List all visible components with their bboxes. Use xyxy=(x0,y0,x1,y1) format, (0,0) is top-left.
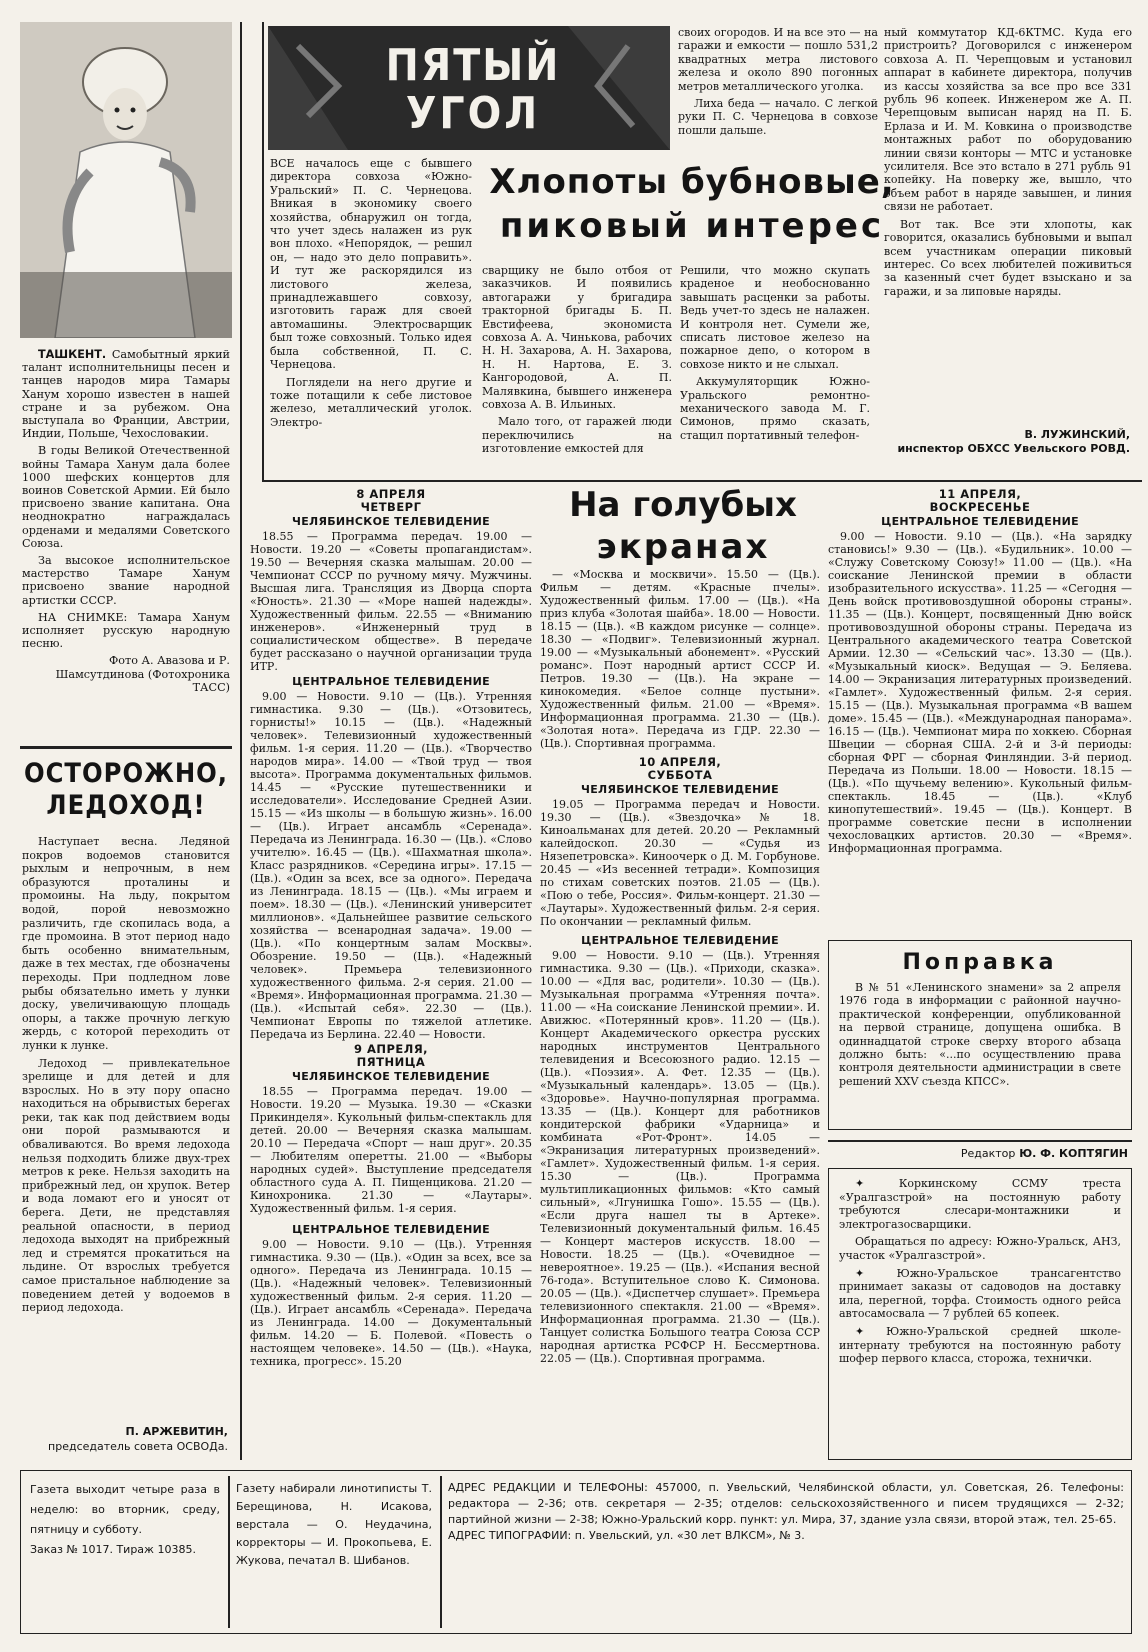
ad-1-address: Обращаться по адресу: Южно-Уральск, АНЗ, участок «Уралгазстрой». xyxy=(839,1235,1121,1262)
feature-column-1 xyxy=(270,157,472,433)
feature-author: В. ЛУЖИНСКИЙ, xyxy=(1024,428,1130,441)
caption-city: ТАШКЕНТ. xyxy=(38,348,107,361)
tv-program-10-chel: 19.05 — Программа передач и Новости. 19.30 — (Цв.). «Звездочка» № 18. Киноальманах для детей. 20.20 — Рекламный калейдоскоп. 20.30 — «Судья из Нязепетровска». Киноочерк о Д. М. Горбунове. 20.45 — «Из весенней тетради». Композиция по стихам советских поэтов. 21.05 — (Цв.). «Пою о тебе, Россия». Фильм-концерт. 21.30 — «Лаутары». Художественный фильм. 2-я серия. По окончании — рекламный фильм. xyxy=(540,798,820,928)
ice-author-role: председатель совета ОСВОДа. xyxy=(48,1440,228,1453)
tv-column-1 xyxy=(250,488,532,1460)
tv-day-8: ЧЕТВЕРГ xyxy=(360,499,422,514)
editor-rule xyxy=(828,1140,1132,1142)
feature-col3-top-2: Лиха беда — начало. С легкой руки П. С. Чернецова в совхозе пошли дальше. xyxy=(678,97,878,137)
ice-paragraph-1: Наступает весна. Ледяной покров водоемов становится рыхлым и непрочным, в нем образуются проталины и промоины. На льду, покрытом водой, порой невозможно различить, где скопилась вода, а где промоина. В этот период надо быть особенно внимательным, даже в тех местах, где обозначены переходы. При подледном лове рыбы обязательно иметь у лунки доску, увеличивающую площадь опоры, а также прочную легкую жердь, с которой переходить от лунки к лунке. xyxy=(22,835,230,1052)
tv-channel-central-10: ЦЕНТРАЛЬНОЕ ТЕЛЕВИДЕНИЕ xyxy=(581,934,779,947)
fifth-corner-rubric xyxy=(268,26,670,150)
singer-figure-image xyxy=(20,22,232,338)
feature-col1-text: ВСЕ началось еще с бывшего директора совхоза «Южно-Уральский» П. С. Чернецова. Вникая в экономику своего хозяйства, обнаружил он тогда, что учет здесь налажен из рук вон плохо. «Непорядок, — решил он, — надо это дело поправить». И тут же раскорядился из листового железа, принадлежавшего совхозу, изготовить гараж для своей автомашины. Электросварщик был тоже совхозный. Только идея была собственной, П. С. Чернецова. xyxy=(270,157,472,372)
tv-program-11-central: 9.00 — Новости. 9.10 — (Цв.). «На зарядку становись!» 9.30 — (Цв.). «Будильник». 10.00 — «Служу Советскому Союзу!» 11.00 — (Цв.). «На соискание Ленинской премии в области изобразительного искусства». 11.25 — «Сегодня — День войск противовоздушной обороны страны». 11.35 — (Цв.). Концерт, посвященный Дню войск противовоздушной обороны страны. Передача из Центрального академического театра Советской Армии. 12.30 — «Сельский час». 13.30 — (Цв.). «Музыкальный киоск». Ведущая — Э. Беляева. 14.00 — Экранизация литературных произведений. «Гамлет». Художественный фильм. 2-я серия. 15.15 — (Цв.). Музыкальная программа «В вашем доме». 15.45 — (Цв.). «Международная панорама». 16.15 — (Цв.). Чемпионат мира по хоккею. Сборная Швеции — сборная США. 2-й и 3-й периоды: сборная ФРГ — сборная Финляндии. 3-й период. Передача из Польши. 18.00 — Новости. 18.15 — (Цв.). «По щучьему велению». Кукольный фильм-спектакль. 18.45 — (Цв.). «Клуб кинопутешествий». 19.45 — (Цв.). Концерт. В программе советские песни в исполнении чехословацких артистов. 20.30 — «Время». Информационная программа. xyxy=(828,530,1132,855)
tv-title-line-1: На голубых xyxy=(569,485,797,525)
editor-line xyxy=(828,1147,1128,1160)
caption-paragraph-2: В годы Великой Отечественной войны Тамара Ханум дала более 1000 шефских концертов для воинов Советской Армии. Ей было присвоено звание капитана. Она неоднократно награждалась орденами и медалями Советского Союза. xyxy=(22,444,230,550)
tv-date-8: 8 АПРЕЛЯ xyxy=(356,488,426,501)
tv-program-8-central: 9.00 — Новости. 9.10 — (Цв.). Утренняя гимнастика. 9.30 — (Цв.). «Отзовитесь, горнисты!» 10.15 — (Цв.). «Надежный человек». Телевизионный художественный фильм. 1-я серия. 11.20 — (Цв.). «Творчество народов мира». 14.00 — «Твой труд — твоя высота». Программа документальных фильмов. 14.45 — «Русские путешественники и исследователи». Исследование Средней Азии. 15.15 — «Из школы — в большую жизнь». 16.00 — (Цв.). Играет ансамбль «Серенада». Передача из Ленинграда. 16.30 — (Цв.). «Слово учителю». 16.45 — (Цв.). «Шахматная школа». Класс разрядников. «Середина игры». 17.15 — (Цв.). «Один за всех, все за одного». Передача из Ленинграда. 18.15 — (Цв.). «Мы играем и поем». 18.30 — (Цв.). «Ленинский университет миллионов». «Дальнейшее развитие сельского хозяйства — всенародная задача». 19.00 — (Цв.). «По концертным залам Москвы». Обозрение. 19.50 — (Цв.). «Надежный человек». Премьера телевизионного художественного фильма. 2-я серия. 21.00 — «Время». Информационная программа. 21.30 — (Цв.). «Испытай себя». 22.30 — (Цв.). Чемпионат Европы по тяжелой атлетике. Передача из Берлина. 22.40 — Новости. xyxy=(250,690,532,1041)
feature-title-line-1: Хлопоты бубновые, xyxy=(489,162,895,202)
feature-col3-continued: Аккумуляторщик Южно-Уральского ремонтно-механического завода М. Г. Симонов, прямо сказать, стащил портативный телефон- xyxy=(680,375,870,442)
imprint-print-address: АДРЕС ТИПОГРАФИИ: п. Увельский, ул. «30 лет ВЛКСМ», № 3. xyxy=(448,1529,805,1542)
feature-col2-continued: Мало того, от гаражей люди переключились на изготовление емкостей для xyxy=(482,415,672,456)
caption-paragraph-1: Самобытный яркий талант исполнительницы песен и танцев народов мира Тамары Ханум хорошо известен в нашей стране и за рубежом. Она выступала во Франции, Австрии, Индии, Польше, Чехословакии. xyxy=(22,348,230,441)
feature-col3-top-1: своих огородов. И на все это — на гаражи и емкости — пошло 531,2 квадратных метра листового железа и около 890 погонных метров металлического уголка. xyxy=(678,26,878,93)
ice-title-line-2: ЛЕДОХОД! xyxy=(46,790,206,821)
feature-col1-continued: Поглядели на него другие и тоже потащили к себе листовое железо, металлический уголок. Электро- xyxy=(270,375,472,429)
left-divider-top xyxy=(20,746,232,749)
imprint-schedule-text: Газета выходит четыре раза в неделю: во вторник, среду, пятницу и субботу. xyxy=(30,1483,220,1536)
imprint-editorial-address: АДРЕС РЕДАКЦИИ И ТЕЛЕФОНЫ: 457000, п. Увельский, Челябинской области, ул. Советская, 26. Телефоны: редактора — 2-36; отв. секретаря — 2-35; отделов: сельскохозяйственного и писем трудящихся — 2-32; партийной жизни — 2-38; Южно-Уральский корр. пункт: ул. Мира, 37, здание узла связи, второй этаж, тел. 25-65. xyxy=(448,1481,1124,1526)
tamara-khanum-photo xyxy=(20,22,232,338)
feature-title-line-2: пиковый интерес xyxy=(499,206,885,246)
editor-label: Редактор xyxy=(960,1147,1016,1160)
ad-3-text: Южно-Уральской средней школе-интернату требуются на постоянную работу шофер первого класса, сторожа, технички. xyxy=(839,1324,1121,1366)
tv-program-9-central-continued: — «Москва и москвичи». 15.50 — (Цв.). Фильм — детям. «Красные пчелы». Художественный фильм. 17.00 — (Цв.). «На приз клуба «Золотая шайба». 18.00 — Новости. 18.15 — (Цв.). «В каждом рисунке — солнце». 18.30 — «Подвиг». Телевизионный журнал. 19.00 — «Музыкальный абонемент». «Русский романс». Поэт народный артист СССР И. Петров. 19.30 — (Цв.). На экране — кинокомедия. «Белое солнце пустыни». Художественный фильм. 21.00 — «Время». Информационная программа. 21.30 — (Цв.). «Золотая нота». Передача из ГДР. 22.30 — (Цв.). Спортивная программа. xyxy=(540,568,820,750)
correction-text: В № 51 «Ленинского знамени» за 2 апреля 1976 года в информации с районной научно-практической конференции, опубликованной на первой странице, допущена ошибка. В одиннадцатой строке сверху второго абзаца должно быть: «...по осуществлению права контроля деятельности администрации в свете решений XXV съезда КПСС». xyxy=(839,981,1121,1088)
feature-author-role: инспектор ОБХСС Увельского РОВД. xyxy=(897,442,1130,455)
ad-star-icon: ✦ xyxy=(855,1324,865,1338)
feature-col4-text: ный коммутатор КД-6КТМС. Куда его пристроить? Договорился с инженером совхоза А. П. Черепцовым и установил аппарат в кабинете директора, получив из кассы хозяйства за все про все 331 рубль 96 копеек. Инженером же А. П. Черепцовым выписан наряд на П. Б. Ерлаза и И. М. Ковкина о производстве монтажных работ по оборудованию линии связи конторы — МТС и установке усилителя. Все это встало в 271 рубль 91 копейку. На поверку же, вышло, что объем работ в наряде завышен, и линия связи не работает. xyxy=(884,26,1132,214)
feature-headline xyxy=(482,160,902,248)
correction-title: Поправка xyxy=(902,950,1058,975)
feature-column-3 xyxy=(680,264,870,446)
feature-column-2 xyxy=(482,264,672,460)
rubric-word-1: ПЯТЫЙ xyxy=(385,40,561,91)
feature-column-3-top xyxy=(678,26,878,141)
tv-program-9-central: 9.00 — Новости. 9.10 — (Цв.). Утренняя гимнастика. 9.30 — (Цв.). «Один за всех, все за одного». Передача из Ленинграда. 10.15 — (Цв.). «Надежный человек». Телевизионный художественный фильм. 2-я серия. 11.20 — (Цв.). Играет ансамбль «Серенада». Передача из Ленинграда. 14.00 — Документальный фильм. 14.20 — Б. Полевой. «Повесть о настоящем человеке». 14.50 — (Цв.). «Наука, техника, прогресс». 15.20 xyxy=(250,1238,532,1368)
left-column-rule xyxy=(240,22,242,1460)
feature-col4-continued: Вот так. Все эти хлопоты, как говорится, оказались бубновыми и выпал всем участникам операции пиковый интерес. Со всех любителей поживиться за казенный счет будет взыскано и за гаражи, и за липовые наряды. xyxy=(884,217,1132,298)
correction-box xyxy=(828,940,1132,1130)
tv-channel-central-8: ЦЕНТРАЛЬНОЕ ТЕЛЕВИДЕНИЕ xyxy=(292,675,490,688)
feature-lead xyxy=(270,157,472,372)
ice-paragraph-2: Ледоход — привлекательное зрелище и для детей и для взрослых. Но в эту пору опасно находиться на обрывистых берегах реки, так как под действием воды они порой размываются и обваливаются. Во время ледохода нельзя подходить ближе двух-трех метров к реке. Нельзя заходить на прибрежный лед, он хрупок. Ветер и вода ломают его и уносят от берега. Дети, не представляя реальной опасности, в период ледохода выходят на прибрежный лед и стремятся прокатиться на льдине. От взрослых требуется самое пристальное наблюдение за поведением детей у водоемов в период ледохода. xyxy=(22,1056,230,1315)
caption-paragraph-3: За высокое исполнительское мастерство Тамаре Ханум присвоено звание народной артистки СССР. xyxy=(22,554,230,607)
tv-program-9-chel: 18.55 — Программа передач. 19.00 — Новости. 19.20 — Музыка. 19.30 — «Сказки Прикинделя». Кукольный фильм-спектакль для детей. 20.00 — Вечерняя сказка малышам. 20.10 — Передача «Спорт — наш друг». 20.35 — Любителям оперетты. 21.00 — «Выборы народных судей». Выступление председателя областного суда А. П. Пищенцикова. 21.20 — Кинохроника. 21.30 — «Лаутары». Художественный фильм. 1-я серия. xyxy=(250,1085,532,1215)
photo-caption xyxy=(22,348,230,698)
ice-title-line-1: ОСТОРОЖНО, xyxy=(23,758,229,789)
tv-program-10-central: 9.00 — Новости. 9.10 — (Цв.). Утренняя гимнастика. 9.30 — (Цв.). «Приходи, сказка». 10.00 — «Для вас, родители». 10.30 — (Цв.). Музыкальная программа «Утренняя почта». 11.00 — «На соискание Ленинской премии». И. Авижюс. «Потерянный кров». 11.20 — (Цв.). Концерт Академического оркестра русских народных инструментов Центрального телевидения и Всесоюзного радио. 12.15 — (Цв.). «Поэзия». А. Фет. 12.35 — (Цв.). «Музыкальный календарь». 13.05 — (Цв.). «Здоровье». Научно-популярная программа. 13.35 — (Цв.). Концерт для работников кондитерской фабрики «Ударница» и комбината «Рот-Фронт». 14.05 — «Экранизация литературных произведений». «Гамлет». Художественный фильм. 1-я серия. 15.30 — (Цв.). Программа мультипликационных фильмов: «Кто самый сильный», «Лгунишка Гошо». 15.55 — (Цв.). «Если друга нашел ты в Артеке». Телевизионный документальный фильм. 16.45 — Концерт мастеров искусств. 18.00 — Новости. 18.25 — (Цв.). «Очевидное — невероятное». 19.25 — (Цв.). «Испания весной 76-года». Вступительное слово К. Симонова. 20.05 — (Цв.). «Диспетчер слушает». Премьера телевизионного спектакля. 21.00 — «Время». Информационная программа. 21.30 — (Цв.). Танцует солистка Большого театра Союза ССР народная артистка РСФСР Н. Бессмертнова. 22.05 — (Цв.). Спортивная программа. xyxy=(540,949,820,1365)
caption-paragraph-4: НА СНИМКЕ: Тамара Ханум исполняет русскую народную песню. xyxy=(22,610,230,651)
ad-star-icon: ✦ xyxy=(855,1177,865,1190)
ice-author: П. АРЖЕВИТИН, xyxy=(125,1425,228,1438)
ad-1 xyxy=(839,1177,1121,1263)
imprint-divider-2 xyxy=(440,1476,442,1628)
feature-col3-text: Решили, что можно скупать краденое и необоснованно завышать расценки за работы. Ведь учет-то здесь не налажен. И контроля нет. Сумели же, списать листовое железо на пожарное депо, о котором в совхозе никто и не слыхал. xyxy=(680,264,870,371)
imprint-address xyxy=(448,1480,1124,1544)
ice-warning-headline xyxy=(20,758,232,822)
tv-column-2 xyxy=(540,568,820,1460)
feature-column-4 xyxy=(884,26,1132,302)
rubric-word-2: УГОЛ xyxy=(405,88,541,139)
tv-day-9: ПЯТНИЦА xyxy=(356,1054,426,1069)
tv-headline xyxy=(548,484,818,568)
tv-column-3 xyxy=(828,488,1132,908)
tv-day-11: ВОСКРЕСЕНЬЕ xyxy=(929,499,1031,514)
photo-credit: Фото А. Авазова и Р. Шамсутдинова (Фотохроника ТАСС) xyxy=(55,654,230,694)
tv-channel-central-11: ЦЕНТРАЛЬНОЕ ТЕЛЕВИДЕНИЕ xyxy=(881,515,1079,528)
ad-2-text: Южно-Уральское трансагентство принимает заказы от садоводов на доставку ила, перегной, торфа. Стоимость одного рейса автосамосвала — 7 рублей 65 копеек. xyxy=(839,1266,1121,1321)
tv-date-9: 9 АПРЕЛЯ, xyxy=(353,1042,429,1056)
ads-box xyxy=(828,1168,1132,1460)
editor-name: Ю. Ф. КОПТЯГИН xyxy=(1019,1147,1128,1160)
tv-channel-chel-8: ЧЕЛЯБИНСКОЕ ТЕЛЕВИДЕНИЕ xyxy=(292,515,490,528)
tv-channel-central-9: ЦЕНТРАЛЬНОЕ ТЕЛЕВИДЕНИЕ xyxy=(292,1223,490,1236)
ad-1-text: Коркинскому ССМУ треста «Уралгазстрой» на постоянную работу требуются слесари-монтажники и электрогазосварщики. xyxy=(839,1177,1122,1231)
feature-col2-text: сварщику не было отбоя от заказчиков. И появились автогаражи у бригадира тракторной бригады Б. П. Евстифеева, экономиста совхоза А. А. Чинькова, рабочих Н. Н. Захарова, А. Н. Захарова, Н. Н. Нартова, Е. З. Кангородовой, А. П. Малявкина, бывшего инженера совхоза А. В. Ильиных. xyxy=(482,264,672,412)
ad-star-icon: ✦ xyxy=(855,1266,865,1280)
tv-program-8-chel: 18.55 — Программа передач. 19.00 — Новости. 19.20 — «Советы пропагандистам». 19.50 — Вечерняя сказка малышам. 20.00 — Чемпионат СССР по ручному мячу. Мужчины. Высшая лига. Трансляция из Дворца спорта «Юность». 21.30 — «Море нашей надежды». Художественный фильм. 22.55 — «Вниманию инженеров». «Инженерный труд в социалистическом обществе». В передаче будет рассказано о научной организации труда ИТР. xyxy=(250,530,532,673)
ad-2 xyxy=(839,1267,1121,1321)
tv-date-11: 11 АПРЕЛЯ, xyxy=(938,488,1022,501)
imprint-divider-1 xyxy=(228,1476,230,1628)
imprint-order: Заказ № 1017. Тираж 10385. xyxy=(30,1543,196,1556)
tv-date-10: 10 АПРЕЛЯ, xyxy=(638,755,722,769)
imprint-staff: Газету набирали линотиписты Т. Берещинова, Н. Исакова, верстала — О. Неудачина, корректоры — И. Прокопьева, Е. Жукова, печатал В. Шибанов. xyxy=(236,1482,432,1567)
ad-3 xyxy=(839,1325,1121,1366)
ice-warning-body xyxy=(22,835,230,1319)
tv-channel-chel-9: ЧЕЛЯБИНСКОЕ ТЕЛЕВИДЕНИЕ xyxy=(292,1070,490,1083)
imprint-schedule xyxy=(30,1480,220,1560)
tv-day-10: СУББОТА xyxy=(647,767,713,782)
tv-title-line-2: экранах xyxy=(596,527,770,567)
tv-channel-chel-10: ЧЕЛЯБИНСКОЕ ТЕЛЕВИДЕНИЕ xyxy=(581,783,779,796)
